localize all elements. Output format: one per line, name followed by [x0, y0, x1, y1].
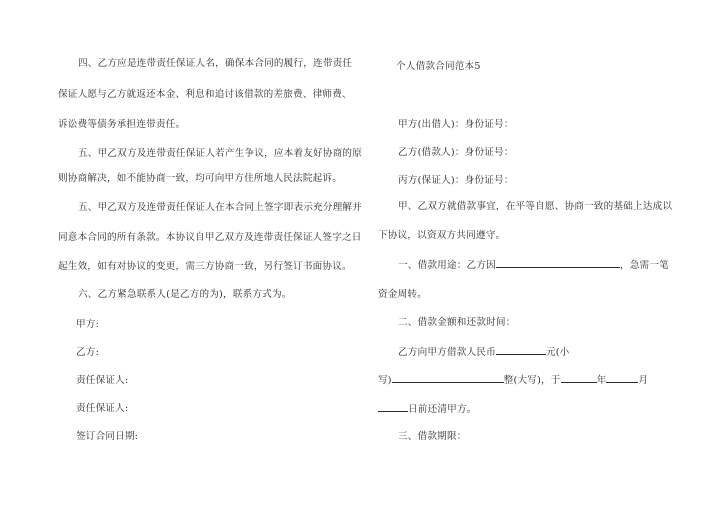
loan-purpose-suffix: ，急需一笔 — [619, 260, 669, 271]
clause-6: 六、乙方紧急联系人(是乙方的为)，联系方式为。 — [78, 289, 292, 300]
loan-amount-suffix: 元(小 — [545, 347, 570, 358]
repay-day-blank — [378, 402, 408, 412]
clause-5a-line-1: 五、甲乙双方及连带责任保证人若产生争议，应本着友好协商的原 — [78, 148, 363, 159]
clause-4-line-1: 四、乙方应是连带责任保证人名，确保本合同的履行，连带责任 — [78, 58, 353, 69]
loan-amount-line-1 — [378, 345, 674, 360]
loan-purpose-prefix: 一、借款用途：乙方因 — [398, 260, 496, 271]
clause-4-line-2: 保证人愿与乙方就返还本金、利息和追讨该借款的差旅费、律师费、 — [58, 89, 352, 100]
loan-purpose-line-1 — [378, 258, 674, 273]
lender-id-line: 甲方(出借人)：身份证号： — [398, 119, 514, 130]
clause-5a-line-2: 则协商解决，如不能协商一致，均可向甲方住所地人民法院起诉。 — [58, 173, 343, 184]
borrower-id-line: 乙方(借款人)：身份证号： — [398, 147, 514, 158]
repay-month-blank — [606, 373, 638, 383]
guarantor-2-signature-label: 责任保证人: — [76, 403, 129, 414]
loan-purpose-line-2: 资金周转。 — [378, 289, 427, 300]
party-a-signature-label: 甲方: — [76, 319, 100, 330]
contract-title: 个人借款合同范本5 — [396, 61, 481, 72]
clause-5b-line-3: 起生效，如有对协议的变更，需三方协商一致，另行签订书面协议。 — [58, 261, 352, 272]
loan-amount-words-suffix: 整(大写)，于 — [503, 375, 561, 386]
guarantor-id-line: 丙方(保证人)：身份证号： — [398, 175, 514, 186]
loan-amount-words-blank — [392, 373, 504, 383]
loan-amount-prefix: 乙方向甲方借款人民币 — [398, 347, 496, 358]
repay-year-label: 年 — [596, 375, 607, 386]
loan-term-heading: 三、借款期限： — [398, 431, 467, 442]
party-b-signature-label: 乙方: — [76, 347, 100, 358]
loan-purpose-blank — [496, 258, 620, 268]
intro-line-2: 下协议，以资双方共同遵守。 — [378, 230, 506, 241]
guarantor-1-signature-label: 责任保证人: — [76, 375, 129, 386]
loan-amount-numeric-blank — [496, 345, 546, 355]
loan-amount-paren-close: 写) — [378, 375, 392, 386]
clause-4-line-3: 诉讼费等债务承担连带责任。 — [58, 119, 186, 130]
loan-amount-line-2 — [378, 373, 674, 388]
amount-and-repayment-heading: 二、借款金额和还款时间： — [398, 317, 516, 328]
repay-month-label: 月 — [638, 375, 649, 386]
clause-5b-line-2: 同意本合同的所有条款。本协议自甲乙双方及连带责任保证人签字之日 — [58, 232, 362, 243]
intro-line-1: 甲、乙双方就借款事宜，在平等自愿、协商一致的基础上达成以 — [398, 201, 673, 212]
sign-date-label: 签订合同日期: — [76, 431, 139, 442]
repay-year-blank — [561, 373, 597, 383]
repay-day-suffix: 日前还清甲方。 — [408, 404, 477, 415]
clause-5b-line-1: 五、甲乙双方及连带责任保证人在本合同上签字即表示充分理解并 — [78, 202, 363, 213]
loan-amount-line-3 — [378, 402, 674, 417]
